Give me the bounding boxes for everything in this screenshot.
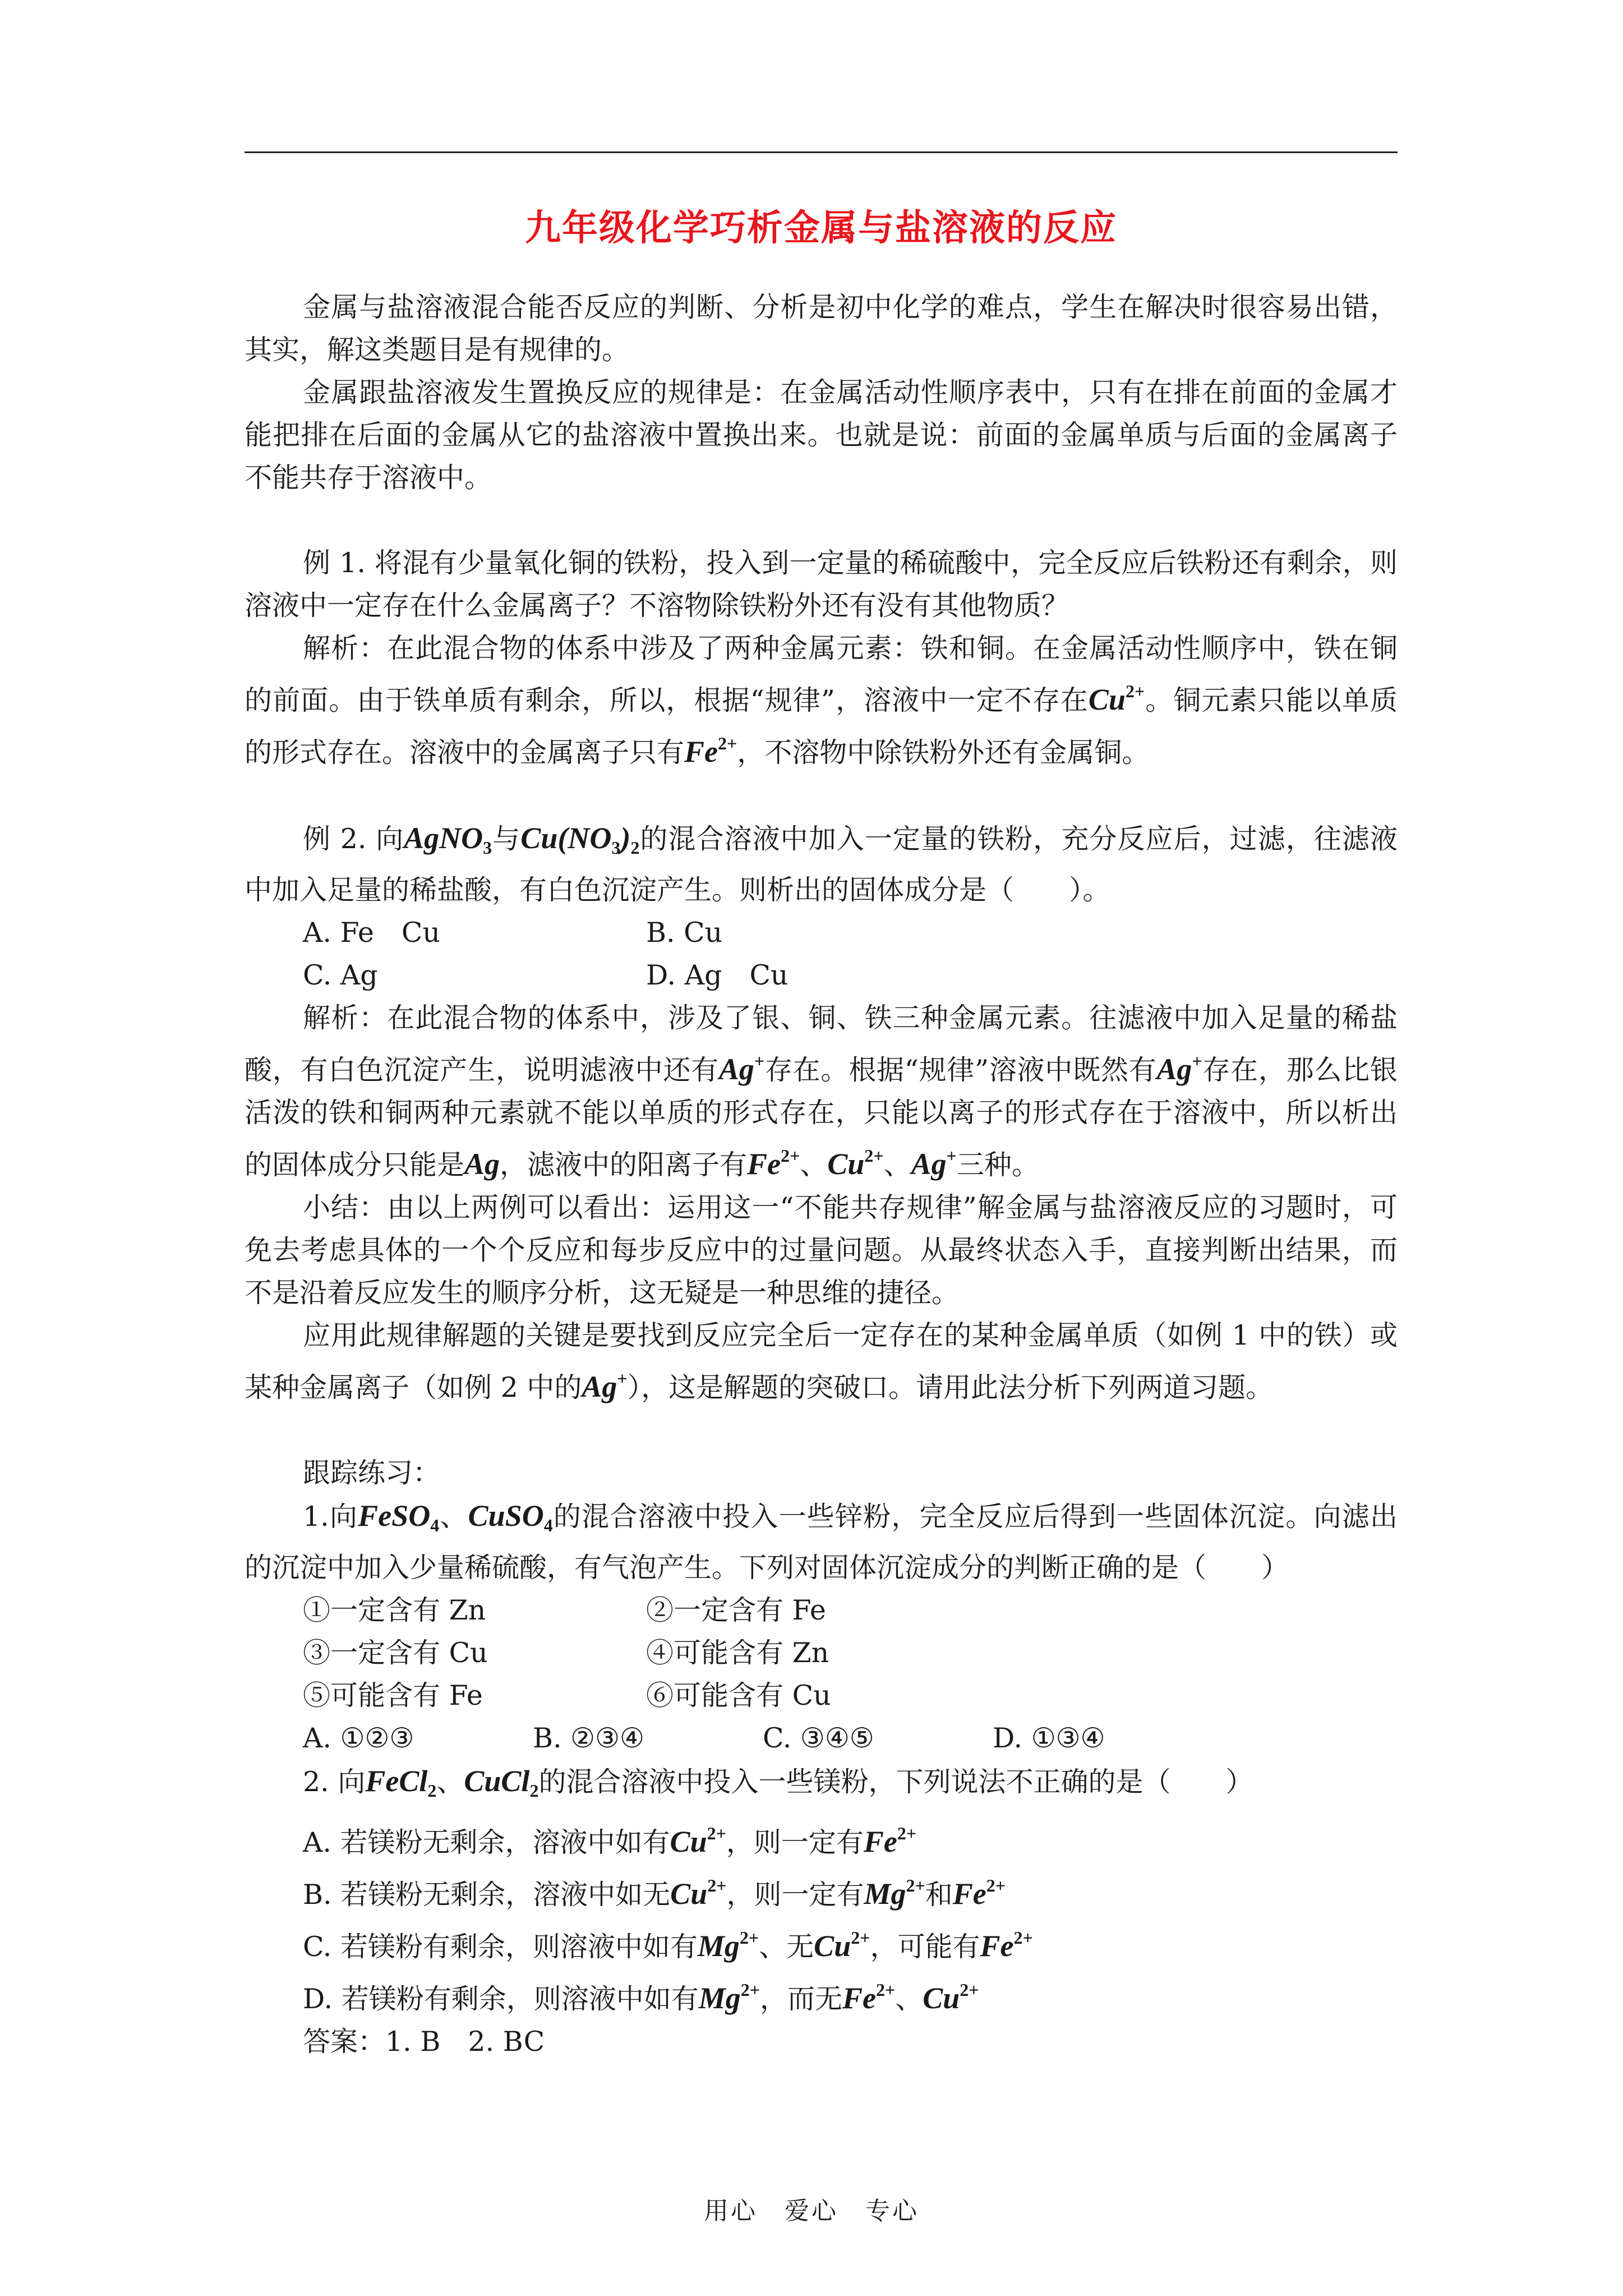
formula-fe2plus: $Fe^{2+}$ <box>842 1980 896 2015</box>
formula-cu2plus: $Cu^{2+}$ <box>827 1145 884 1181</box>
formula-fe2plus: $Fe^{2+}$ <box>684 733 737 769</box>
q2-option-b: B. 若镁粉无剩余，溶液中如无$Cu^{2+}$，则一定有$Mg^{2+}$和$Fe^{2+}$ <box>303 1875 1006 1911</box>
formula-agplus: Ag+ <box>718 1051 765 1086</box>
formula-mg2plus: $Mg^{2+}$ <box>698 1980 760 2015</box>
q1-options <box>245 1717 1398 1760</box>
formula-agplus: Ag+ <box>1156 1051 1202 1086</box>
q2-option-d: D. 若镁粉有剩余，则溶液中如有$Mg^{2+}$，而无$Fe^{2+}$、$Cu^{2+}$ <box>303 1980 979 2015</box>
formula-cu2plus: $Cu^{2+}$ <box>814 1927 870 1963</box>
application-paragraph: 应用此规律解题的关键是要找到反应完全后一定存在的某种金属单质（如例 1 中的铁）或某种金属离子（如例 2 中的Ag+），这是解题的突破口。请用此法分析下列两道习题。 <box>245 1319 1398 1404</box>
formula-mg2plus: $Mg^{2+}$ <box>697 1927 759 1963</box>
practice-question-1: 1.向FeSO$_4$、CuSO$_4$的混合溶液中投入一些锌粉，完全反应后得到一些固体沉淀。向滤出的沉淀中加入少量稀硫酸，有气泡产生。下列对固体沉淀成分的判断正确的是（ ） <box>245 1499 1398 1584</box>
formula-fe2plus: $Fe^{2+}$ <box>952 1875 1006 1911</box>
header-rule <box>245 151 1398 153</box>
formula-fe2plus: $Fe^{2+}$ <box>747 1145 800 1181</box>
example2-analysis: 解析：在此混合物的体系中，涉及了银、铜、铁三种金属元素。往滤液中加入足量的稀盐酸，有白色沉淀产生，说明滤液中还有Ag+存在。根据“规律”溶液中既然有Ag+存在，那么比银活泼的铁和铜两种元素就不能以单质的形式存在，只能以离子的形式存在于溶液中，所以析出的固体成分只能是Ag，滤液中的阳离子有$Fe^{2+}$、$Cu^{2+}$、Ag+三种。 <box>245 1002 1398 1181</box>
formula-fe2plus: $Fe^{2+}$ <box>980 1927 1033 1963</box>
option-d: D. ①③④ <box>993 1722 1105 1754</box>
example1-question: 例 1. 将混有少量氧化铜的铁粉，投入到一定量的稀硫酸中，完全反应后铁粉还有剩余，则溶液中一定存在什么金属离子？不溶物除铁粉外还有没有其他物质？ <box>245 547 1398 622</box>
formula-mg2plus: $Mg^{2+}$ <box>864 1875 925 1911</box>
spacer <box>245 1409 1398 1452</box>
practice-heading: 跟踪练习： <box>303 1457 441 1489</box>
option-a: A. Fe Cu <box>303 917 440 949</box>
page-footer: 用心 爱心 专心 <box>704 2197 919 2225</box>
spacer <box>245 499 1398 542</box>
formula-fe2plus: $Fe^{2+}$ <box>863 1823 917 1858</box>
option-c: C. Ag <box>303 959 378 991</box>
answer-line: 答案：1. B 2. BC <box>303 2026 545 2058</box>
page-title: 九年级化学巧析金属与盐溶液的反应 <box>525 207 1117 249</box>
statement-4: ④可能含有 Zn <box>646 1637 829 1669</box>
formula-cuso4: CuSO$_4$ <box>468 1499 553 1535</box>
formula-agplus: Ag+ <box>582 1368 628 1404</box>
option-d: D. Ag Cu <box>646 959 789 991</box>
formula-cu2plus: $Cu^{2+}$ <box>923 1980 979 2015</box>
option-c: C. ③④⑤ <box>763 1722 874 1754</box>
statement-1: ①一定含有 Zn <box>303 1594 486 1626</box>
intro-paragraph-2: 金属跟盐溶液发生置换反应的规律是：在金属活动性顺序表中，只有在排在前面的金属才能把排在后面的金属从它的盐溶液中置换出来。也就是说：前面的金属单质与后面的金属离子不能共存于溶液中。 <box>245 376 1398 494</box>
formula-cucl2: CuCl$_2$ <box>464 1764 539 1801</box>
formula-fecl2: FeCl$_2$ <box>365 1764 437 1801</box>
formula-cu2plus: $Cu^{2+}$ <box>670 1823 726 1858</box>
q2-option-c: C. 若镁粉有剩余，则溶液中如有$Mg^{2+}$、无$Cu^{2+}$，可能有$Fe^{2+}$ <box>303 1927 1033 1963</box>
formula-agplus: Ag+ <box>911 1145 957 1181</box>
summary-paragraph: 小结：由以上两例可以看出：运用这一“不能共存规律”解金属与盐溶液反应的习题时，可免去考虑具体的一个个反应和每步反应中的过量问题。从最终状态入手，直接判断出结果，而不是沿着反应发生的顺序分析，这无疑是一种思维的捷径。 <box>245 1191 1398 1309</box>
example1-analysis: 解析：在此混合物的体系中涉及了两种金属元素：铁和铜。在金属活动性顺序中，铁在铜的前面。由于铁单质有剩余，所以，根据“规律”，溶液中一定不存在$Cu^{2+}$。铜元素只能以单质的形式存在。溶液中的金属离子只有$Fe^{2+}$，不溶物中除铁粉外还有金属铜。 <box>245 632 1398 769</box>
statement-2: ②一定含有 Fe <box>646 1594 826 1626</box>
spacer <box>245 774 1398 817</box>
option-b: B. ②③④ <box>533 1722 644 1754</box>
statement-6: ⑥可能含有 Cu <box>646 1680 831 1711</box>
statement-5: ⑤可能含有 Fe <box>303 1680 483 1711</box>
option-a: A. ①②③ <box>303 1722 414 1754</box>
formula-ag: Ag <box>464 1147 500 1181</box>
document-body <box>245 286 1398 2063</box>
example2-question: 例 2. 向AgNO$_3$与$Cu(NO_3)_2$的混合溶液中加入一定量的铁粉，充分反应后，过滤，往滤液中加入足量的稀盐酸，有白色沉淀产生。则析出的固体成分是（ ）。 <box>245 821 1398 906</box>
option-b: B. Cu <box>646 917 723 949</box>
formula-cu2plus: $Cu^{2+}$ <box>1088 681 1145 716</box>
formula-feso4: FeSO$_4$ <box>358 1499 440 1535</box>
example2-options <box>245 912 1398 997</box>
formula-cuno32: $Cu(NO_3)_2$ <box>520 821 640 858</box>
intro-paragraph-1: 金属与盐溶液混合能否反应的判断、分析是初中化学的难点，学生在解决时很容易出错，其实，解这类题目是有规律的。 <box>245 291 1398 366</box>
practice-question-2: 2. 向FeCl$_2$、CuCl$_2$的混合溶液中投入一些镁粉，下列说法不正确的是（ ） <box>303 1764 1253 1801</box>
q2-option-a: A. 若镁粉无剩余，溶液中如有$Cu^{2+}$，则一定有$Fe^{2+}$ <box>303 1823 917 1858</box>
statement-3: ③一定含有 Cu <box>303 1637 488 1669</box>
formula-agno3: AgNO$_3$ <box>404 821 492 858</box>
formula-cu2plus: $Cu^{2+}$ <box>670 1875 727 1911</box>
q1-statements <box>245 1589 1398 1717</box>
